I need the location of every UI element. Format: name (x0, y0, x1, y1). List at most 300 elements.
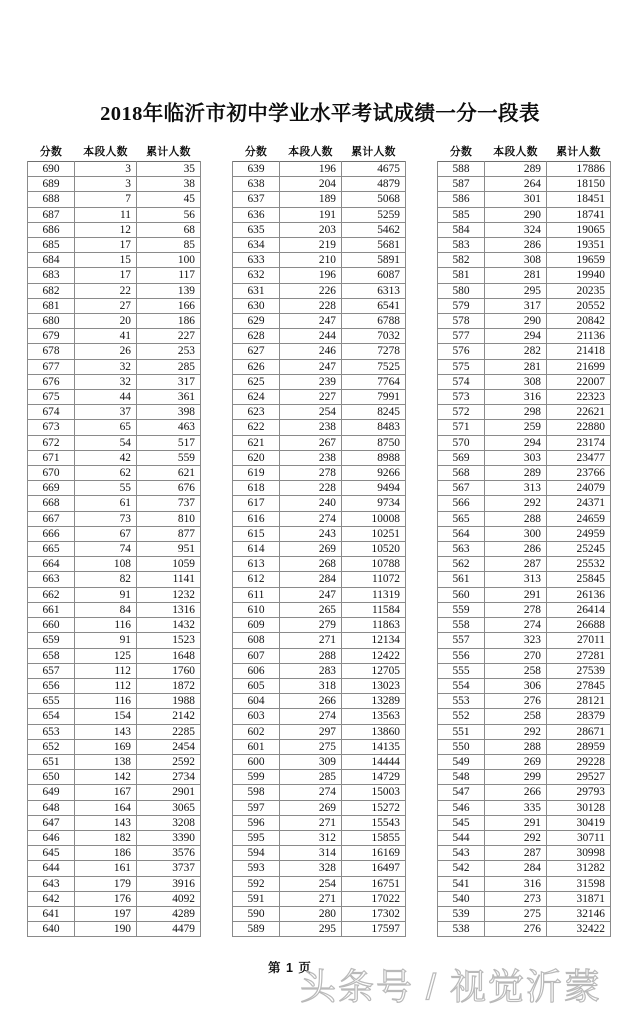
cell-segment-count: 288 (280, 648, 342, 663)
cell-cumulative-count: 38 (137, 177, 201, 192)
cell-segment-count: 203 (280, 222, 342, 237)
cell-cumulative-count: 7764 (342, 374, 406, 389)
table-row (438, 329, 611, 344)
cell-cumulative-count: 398 (137, 405, 201, 420)
cell-score: 672 (28, 435, 75, 450)
cell-cumulative-count: 7991 (342, 390, 406, 405)
cell-score: 580 (438, 283, 485, 298)
cell-segment-count: 295 (280, 922, 342, 937)
cell-cumulative-count: 28121 (547, 694, 611, 709)
table-row (438, 800, 611, 815)
table-row (233, 238, 406, 253)
cell-score: 643 (28, 876, 75, 891)
table-row (438, 876, 611, 891)
table-row (233, 466, 406, 481)
cell-cumulative-count: 22007 (547, 374, 611, 389)
cell-score: 622 (233, 420, 280, 435)
cell-cumulative-count: 10520 (342, 542, 406, 557)
cell-cumulative-count: 28671 (547, 724, 611, 739)
cell-segment-count: 74 (75, 542, 137, 557)
table-row (233, 542, 406, 557)
table-row (438, 648, 611, 663)
cell-segment-count: 301 (485, 192, 547, 207)
cell-cumulative-count: 100 (137, 253, 201, 268)
cell-score: 646 (28, 830, 75, 845)
cell-cumulative-count: 21418 (547, 344, 611, 359)
table-row (28, 663, 201, 678)
cell-score: 549 (438, 754, 485, 769)
table-row (438, 162, 611, 177)
cell-score: 647 (28, 815, 75, 830)
score-table-block-1 (27, 144, 200, 944)
cell-score: 561 (438, 572, 485, 587)
cell-cumulative-count: 17886 (547, 162, 611, 177)
cell-score: 641 (28, 906, 75, 921)
cell-segment-count: 284 (485, 861, 547, 876)
cell-cumulative-count: 3576 (137, 846, 201, 861)
cell-score: 649 (28, 785, 75, 800)
cell-segment-count: 312 (280, 830, 342, 845)
cell-score: 569 (438, 450, 485, 465)
cell-segment-count: 299 (485, 770, 547, 785)
cell-cumulative-count: 517 (137, 435, 201, 450)
score-table (27, 144, 201, 937)
cell-segment-count: 290 (485, 314, 547, 329)
cell-cumulative-count: 1316 (137, 602, 201, 617)
cell-cumulative-count: 117 (137, 268, 201, 283)
table-row (28, 329, 201, 344)
cell-score: 545 (438, 815, 485, 830)
cell-segment-count: 65 (75, 420, 137, 435)
cell-segment-count: 91 (75, 633, 137, 648)
table-row (438, 587, 611, 602)
cell-segment-count: 279 (280, 618, 342, 633)
table-row (233, 359, 406, 374)
cell-cumulative-count: 16169 (342, 846, 406, 861)
table-row (28, 906, 201, 921)
cell-cumulative-count: 1523 (137, 633, 201, 648)
cell-score: 554 (438, 678, 485, 693)
cell-score: 601 (233, 739, 280, 754)
table-row (28, 283, 201, 298)
cell-cumulative-count: 463 (137, 420, 201, 435)
cell-segment-count: 20 (75, 314, 137, 329)
table-row (438, 861, 611, 876)
table-row (233, 420, 406, 435)
table-row (28, 724, 201, 739)
cell-segment-count: 254 (280, 405, 342, 420)
table-row (233, 192, 406, 207)
cell-cumulative-count: 26688 (547, 618, 611, 633)
table-row (438, 739, 611, 754)
cell-segment-count: 167 (75, 785, 137, 800)
cell-score: 670 (28, 466, 75, 481)
score-table-block-3 (437, 144, 610, 944)
cell-cumulative-count: 4675 (342, 162, 406, 177)
cell-cumulative-count: 186 (137, 314, 201, 329)
cell-segment-count: 259 (485, 420, 547, 435)
cell-segment-count: 228 (280, 298, 342, 313)
cell-segment-count: 271 (280, 891, 342, 906)
table-row (233, 268, 406, 283)
cell-cumulative-count: 285 (137, 359, 201, 374)
cell-score: 621 (233, 435, 280, 450)
table-row (438, 618, 611, 633)
cell-segment-count: 284 (280, 572, 342, 587)
cell-score: 662 (28, 587, 75, 602)
cell-segment-count: 274 (280, 709, 342, 724)
cell-cumulative-count: 28959 (547, 739, 611, 754)
cell-score: 583 (438, 238, 485, 253)
cell-cumulative-count: 25532 (547, 557, 611, 572)
cell-segment-count: 298 (485, 405, 547, 420)
cell-cumulative-count: 29228 (547, 754, 611, 769)
cell-cumulative-count: 14729 (342, 770, 406, 785)
cell-cumulative-count: 30998 (547, 846, 611, 861)
cell-cumulative-count: 12422 (342, 648, 406, 663)
table-row (28, 222, 201, 237)
table-row (438, 420, 611, 435)
cell-cumulative-count: 32146 (547, 906, 611, 921)
cell-score: 675 (28, 390, 75, 405)
table-row (233, 222, 406, 237)
cell-score: 562 (438, 557, 485, 572)
table-row (233, 450, 406, 465)
cell-cumulative-count: 56 (137, 207, 201, 222)
table-row (438, 557, 611, 572)
cell-cumulative-count: 227 (137, 329, 201, 344)
cell-score: 635 (233, 222, 280, 237)
cell-cumulative-count: 13563 (342, 709, 406, 724)
table-row (233, 511, 406, 526)
cell-cumulative-count: 28379 (547, 709, 611, 724)
table-row (28, 876, 201, 891)
table-row (233, 435, 406, 450)
cell-score: 556 (438, 648, 485, 663)
cell-score: 666 (28, 526, 75, 541)
cell-score: 593 (233, 861, 280, 876)
cell-score: 652 (28, 739, 75, 754)
cell-score: 607 (233, 648, 280, 663)
cell-cumulative-count: 35 (137, 162, 201, 177)
cell-cumulative-count: 25245 (547, 542, 611, 557)
cell-score: 626 (233, 359, 280, 374)
table-row (233, 815, 406, 830)
cell-score: 610 (233, 602, 280, 617)
cell-cumulative-count: 11584 (342, 602, 406, 617)
cell-cumulative-count: 361 (137, 390, 201, 405)
cell-cumulative-count: 21136 (547, 329, 611, 344)
cell-segment-count: 169 (75, 739, 137, 754)
table-row (28, 177, 201, 192)
cell-score: 553 (438, 694, 485, 709)
table-row (233, 298, 406, 313)
cell-score: 579 (438, 298, 485, 313)
cell-segment-count: 67 (75, 526, 137, 541)
table-row (438, 450, 611, 465)
cell-cumulative-count: 24079 (547, 481, 611, 496)
cell-score: 567 (438, 481, 485, 496)
cell-segment-count: 288 (485, 511, 547, 526)
cell-score: 572 (438, 405, 485, 420)
cell-cumulative-count: 19065 (547, 222, 611, 237)
table-row (438, 663, 611, 678)
cell-cumulative-count: 5681 (342, 238, 406, 253)
table-row (28, 374, 201, 389)
cell-segment-count: 269 (485, 754, 547, 769)
cell-cumulative-count: 45 (137, 192, 201, 207)
cell-segment-count: 11 (75, 207, 137, 222)
table-row (233, 891, 406, 906)
cell-score: 629 (233, 314, 280, 329)
cell-cumulative-count: 85 (137, 238, 201, 253)
cell-segment-count: 270 (485, 648, 547, 663)
cell-segment-count: 275 (280, 739, 342, 754)
cell-cumulative-count: 24371 (547, 496, 611, 511)
cell-cumulative-count: 737 (137, 496, 201, 511)
table-row (233, 694, 406, 709)
cell-cumulative-count: 7278 (342, 344, 406, 359)
cell-cumulative-count: 9734 (342, 496, 406, 511)
cell-score: 616 (233, 511, 280, 526)
table-row (438, 374, 611, 389)
cell-segment-count: 283 (280, 663, 342, 678)
table-row (28, 344, 201, 359)
table-row (438, 435, 611, 450)
header-score: 分数 (449, 146, 473, 158)
table-row (233, 572, 406, 587)
cell-score: 638 (233, 177, 280, 192)
cell-score: 624 (233, 390, 280, 405)
table-row (233, 922, 406, 937)
table-row (438, 922, 611, 937)
cell-segment-count: 32 (75, 374, 137, 389)
table-row (28, 192, 201, 207)
table-row (438, 314, 611, 329)
table-row (438, 283, 611, 298)
cell-score: 560 (438, 587, 485, 602)
table-row (28, 618, 201, 633)
cell-segment-count: 286 (485, 542, 547, 557)
cell-segment-count: 238 (280, 420, 342, 435)
cell-cumulative-count: 24959 (547, 526, 611, 541)
cell-score: 611 (233, 587, 280, 602)
cell-cumulative-count: 13023 (342, 678, 406, 693)
cell-segment-count: 268 (280, 557, 342, 572)
cell-score: 633 (233, 253, 280, 268)
cell-score: 648 (28, 800, 75, 815)
cell-segment-count: 55 (75, 481, 137, 496)
cell-score: 599 (233, 770, 280, 785)
cell-segment-count: 226 (280, 283, 342, 298)
table-row (233, 800, 406, 815)
cell-segment-count: 308 (485, 253, 547, 268)
cell-cumulative-count: 6541 (342, 298, 406, 313)
cell-score: 661 (28, 602, 75, 617)
table-row (28, 526, 201, 541)
table-row (28, 830, 201, 845)
table-row (28, 238, 201, 253)
table-header-row (28, 144, 201, 162)
cell-score: 659 (28, 633, 75, 648)
cell-cumulative-count: 8245 (342, 405, 406, 420)
table-row (233, 724, 406, 739)
cell-score: 663 (28, 572, 75, 587)
cell-score: 574 (438, 374, 485, 389)
cell-score: 654 (28, 709, 75, 724)
cell-segment-count: 269 (280, 542, 342, 557)
cell-score: 642 (28, 891, 75, 906)
cell-segment-count: 27 (75, 298, 137, 313)
table-row (28, 496, 201, 511)
cell-segment-count: 316 (485, 390, 547, 405)
cell-score: 618 (233, 481, 280, 496)
cell-cumulative-count: 1432 (137, 618, 201, 633)
table-row (438, 481, 611, 496)
table-row (233, 481, 406, 496)
cell-score: 668 (28, 496, 75, 511)
cell-score: 605 (233, 678, 280, 693)
cell-segment-count: 289 (485, 466, 547, 481)
cell-score: 550 (438, 739, 485, 754)
cell-segment-count: 7 (75, 192, 137, 207)
cell-segment-count: 317 (485, 298, 547, 313)
cell-segment-count: 154 (75, 709, 137, 724)
cell-cumulative-count: 17022 (342, 891, 406, 906)
cell-score: 676 (28, 374, 75, 389)
cell-segment-count: 281 (485, 268, 547, 283)
table-row (233, 344, 406, 359)
cell-score: 587 (438, 177, 485, 192)
cell-cumulative-count: 29527 (547, 770, 611, 785)
cell-segment-count: 246 (280, 344, 342, 359)
table-row (438, 815, 611, 830)
cell-segment-count: 289 (485, 162, 547, 177)
cell-segment-count: 303 (485, 450, 547, 465)
cell-cumulative-count: 6313 (342, 283, 406, 298)
cell-score: 634 (233, 238, 280, 253)
cell-score: 578 (438, 314, 485, 329)
cell-segment-count: 313 (485, 572, 547, 587)
cell-cumulative-count: 3390 (137, 830, 201, 845)
table-row (233, 709, 406, 724)
table-row (28, 602, 201, 617)
cell-segment-count: 240 (280, 496, 342, 511)
cell-segment-count: 280 (280, 906, 342, 921)
cell-cumulative-count: 18451 (547, 192, 611, 207)
cell-segment-count: 254 (280, 876, 342, 891)
table-row (28, 405, 201, 420)
table-row (438, 222, 611, 237)
table-row (28, 542, 201, 557)
cell-segment-count: 142 (75, 770, 137, 785)
cell-cumulative-count: 15855 (342, 830, 406, 845)
cell-segment-count: 164 (75, 800, 137, 815)
cell-cumulative-count: 8483 (342, 420, 406, 435)
cell-score: 570 (438, 435, 485, 450)
cell-cumulative-count: 1872 (137, 678, 201, 693)
table-row (438, 785, 611, 800)
header-cumulative-count: 累计人数 (146, 146, 191, 158)
table-row (28, 268, 201, 283)
cell-segment-count: 227 (280, 390, 342, 405)
table-row (233, 314, 406, 329)
cell-score: 615 (233, 526, 280, 541)
cell-segment-count: 273 (485, 891, 547, 906)
cell-cumulative-count: 31871 (547, 891, 611, 906)
cell-segment-count: 285 (280, 770, 342, 785)
table-row (438, 754, 611, 769)
cell-score: 658 (28, 648, 75, 663)
cell-segment-count: 295 (485, 283, 547, 298)
cell-score: 594 (233, 846, 280, 861)
cell-segment-count: 294 (485, 329, 547, 344)
cell-cumulative-count: 14135 (342, 739, 406, 754)
table-row (28, 739, 201, 754)
cell-cumulative-count: 11863 (342, 618, 406, 633)
cell-segment-count: 54 (75, 435, 137, 450)
table-row (233, 633, 406, 648)
cell-segment-count: 288 (485, 739, 547, 754)
cell-segment-count: 309 (280, 754, 342, 769)
table-row (438, 238, 611, 253)
cell-cumulative-count: 7032 (342, 329, 406, 344)
cell-cumulative-count: 10788 (342, 557, 406, 572)
cell-score: 630 (233, 298, 280, 313)
cell-segment-count: 176 (75, 891, 137, 906)
cell-score: 667 (28, 511, 75, 526)
table-row (28, 450, 201, 465)
table-row (233, 785, 406, 800)
cell-score: 577 (438, 329, 485, 344)
table-row (438, 511, 611, 526)
cell-cumulative-count: 1760 (137, 663, 201, 678)
cell-score: 644 (28, 861, 75, 876)
cell-segment-count: 186 (75, 846, 137, 861)
cell-score: 650 (28, 770, 75, 785)
cell-score: 606 (233, 663, 280, 678)
table-row (233, 648, 406, 663)
cell-cumulative-count: 9266 (342, 466, 406, 481)
table-row (233, 678, 406, 693)
cell-score: 614 (233, 542, 280, 557)
cell-cumulative-count: 1648 (137, 648, 201, 663)
cell-score: 576 (438, 344, 485, 359)
watermark-text: 头条号 / 视觉沂蒙 (300, 966, 603, 1007)
cell-cumulative-count: 22880 (547, 420, 611, 435)
cell-cumulative-count: 1988 (137, 694, 201, 709)
table-row (438, 830, 611, 845)
cell-score: 627 (233, 344, 280, 359)
cell-score: 636 (233, 207, 280, 222)
cell-score: 651 (28, 754, 75, 769)
cell-cumulative-count: 21699 (547, 359, 611, 374)
cell-cumulative-count: 139 (137, 283, 201, 298)
cell-cumulative-count: 30711 (547, 830, 611, 845)
table-row (28, 709, 201, 724)
cell-cumulative-count: 26414 (547, 602, 611, 617)
cell-cumulative-count: 1059 (137, 557, 201, 572)
cell-score: 586 (438, 192, 485, 207)
table-row (28, 694, 201, 709)
cell-score: 555 (438, 663, 485, 678)
cell-segment-count: 274 (280, 785, 342, 800)
cell-segment-count: 116 (75, 618, 137, 633)
cell-cumulative-count: 951 (137, 542, 201, 557)
cell-score: 581 (438, 268, 485, 283)
cell-segment-count: 281 (485, 359, 547, 374)
cell-score: 546 (438, 800, 485, 815)
